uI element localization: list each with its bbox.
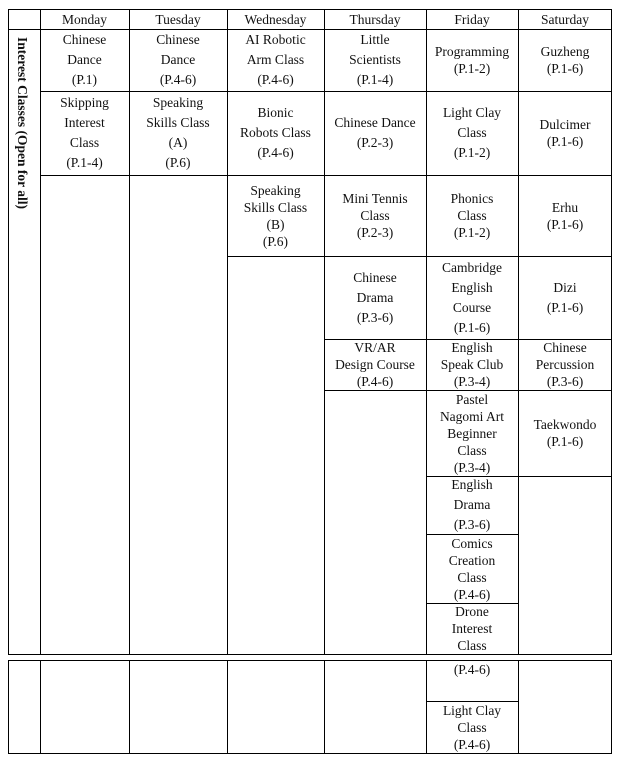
class-name-line: Class — [457, 569, 487, 585]
class-grade-range: (P.4-6) — [257, 145, 294, 160]
header-saturday — [518, 9, 612, 29]
class-name-line: (B) — [266, 216, 285, 232]
class-name-line: Robots Class — [240, 125, 311, 140]
class-cell-thursday — [324, 175, 426, 256]
class-name-line: Light Clay — [442, 105, 502, 120]
class-name-line: Class — [69, 135, 100, 150]
day-label: Friday — [454, 11, 490, 27]
class-cell-friday-continued — [426, 701, 518, 754]
class-cell-saturday — [518, 339, 612, 390]
class-name-line: Chinese Dance — [334, 115, 416, 130]
class-grade-range: (P.2-3) — [356, 135, 394, 150]
class-grade-range: (P.1-6) — [546, 61, 584, 76]
class-cell-wednesday — [227, 29, 324, 91]
class-grade-range: (P.4-6) — [453, 586, 491, 602]
header-wednesday — [227, 9, 324, 29]
class-cell-tuesday — [129, 29, 227, 91]
class-grade-range: (P.4-6) — [356, 374, 394, 389]
class-grade-range: (P.4-6) — [159, 72, 197, 87]
continued-table-frame — [8, 660, 612, 754]
column-divider — [129, 660, 130, 754]
class-grade-range: (P.1-2) — [453, 61, 491, 76]
class-name-line: Class — [457, 125, 487, 140]
day-label: Monday — [62, 11, 107, 27]
class-cell-saturday — [518, 175, 612, 256]
class-grade-range: (P.1) — [71, 72, 98, 87]
class-name-line: Chinese — [543, 340, 587, 355]
class-cell-friday — [426, 390, 518, 476]
class-grade-range: (P.2-3) — [356, 225, 394, 240]
interest-classes-label — [8, 29, 40, 269]
class-name-line: Class — [457, 720, 487, 735]
day-label: Thursday — [349, 11, 401, 27]
class-name-line: Dizi — [553, 279, 577, 295]
class-grade-range: (P.1-6) — [546, 299, 584, 315]
class-name-line: Skills Class — [146, 115, 210, 130]
class-name-line: Dance — [160, 52, 196, 67]
class-cell-friday — [426, 339, 518, 390]
class-cell-saturday — [518, 29, 612, 91]
class-name-line: Speaking — [250, 182, 301, 198]
class-name-line: Chinese — [353, 269, 397, 285]
class-grade-range: (P.3-4) — [453, 459, 491, 475]
class-name-line: Speaking — [152, 95, 204, 110]
class-grade-range: (P.3-6) — [356, 309, 394, 325]
header-thursday — [324, 9, 426, 29]
class-cell-monday — [40, 29, 129, 91]
class-cell-friday — [426, 256, 518, 339]
class-name-line: Pastel — [455, 391, 489, 407]
class-grade-range: (P.1-6) — [546, 434, 584, 449]
class-name-line: Chinese — [156, 32, 200, 47]
class-cell-friday — [426, 476, 518, 534]
class-name-line: Course — [452, 299, 492, 315]
class-name-line: Percussion — [535, 357, 595, 372]
class-cell-wednesday — [227, 91, 324, 175]
class-name-line: Class — [360, 208, 390, 223]
class-grade-range: (P.1-6) — [453, 319, 491, 335]
class-name-line: Comics — [451, 535, 493, 551]
class-grade-range: (P.1-6) — [546, 216, 584, 232]
class-cell-friday — [426, 29, 518, 91]
class-name-line: Dulcimer — [539, 117, 591, 132]
day-label: Saturday — [541, 11, 589, 27]
class-name-line: Phonics — [450, 191, 494, 206]
class-name-line: Skills Class — [243, 199, 308, 215]
day-label: Tuesday — [155, 11, 201, 27]
class-name-line: Nagomi Art — [439, 408, 505, 424]
class-name-line: Creation — [448, 552, 496, 568]
class-cell-monday — [40, 91, 129, 175]
class-name-line: Guzheng — [540, 44, 590, 59]
day-label: Wednesday — [244, 11, 307, 27]
column-divider — [324, 660, 325, 754]
class-name-line: Arm Class — [246, 52, 305, 67]
class-grade-range: (P.1-2) — [453, 225, 491, 240]
class-grade-range: (P.1-6) — [546, 134, 584, 149]
column-divider — [518, 660, 519, 754]
class-name-line: English — [451, 477, 493, 492]
class-name-line: Drama — [356, 289, 394, 305]
class-grade-range: (P.3-4) — [453, 374, 491, 389]
header-monday — [40, 9, 129, 29]
class-name-line: Design Course — [335, 357, 415, 372]
header-friday — [426, 9, 518, 29]
class-name-line: Skipping — [60, 95, 109, 110]
class-name-line: Programming — [434, 44, 510, 59]
class-name-line: AI Robotic — [245, 32, 306, 47]
side-label-text: Interest Classes (Open for all) — [15, 37, 30, 209]
class-cell-friday-continued — [426, 660, 518, 680]
class-name-line: Drama — [453, 497, 491, 512]
class-name-line: Class — [457, 208, 487, 223]
class-name-line: Taekwondo — [533, 417, 597, 432]
class-name-line: Chinese — [62, 32, 107, 47]
class-name-line: Interest — [451, 621, 493, 636]
class-grade-range: (P.4-6) — [257, 72, 294, 87]
class-grade-range: (P.1-2) — [453, 145, 491, 160]
class-name-line: Little — [360, 32, 390, 47]
class-name-line: Scientists — [349, 52, 401, 67]
class-grade-range: (P.1-4) — [66, 155, 103, 170]
column-divider — [227, 660, 228, 754]
class-name-line: English — [451, 279, 493, 295]
class-cell-saturday — [518, 390, 612, 476]
class-name-line: English — [451, 340, 493, 355]
class-cell-thursday — [324, 256, 426, 339]
class-cell-friday — [426, 603, 518, 654]
class-cell-thursday — [324, 91, 426, 175]
class-name-line: Mini Tennis — [342, 191, 408, 206]
class-name-line: Class — [457, 442, 487, 458]
class-cell-friday — [426, 534, 518, 603]
class-grade-range: (P.4-6) — [453, 662, 491, 677]
class-cell-wednesday — [227, 175, 324, 256]
class-cell-saturday — [518, 91, 612, 175]
column-divider — [40, 660, 41, 754]
class-grade-range: (P.6) — [165, 155, 191, 170]
class-cell-thursday — [324, 29, 426, 91]
class-cell-tuesday — [129, 91, 227, 175]
class-grade-range: (P.1-4) — [356, 72, 394, 87]
class-grade-range: (P.3-6) — [453, 517, 491, 532]
class-cell-friday — [426, 91, 518, 175]
class-cell-thursday — [324, 339, 426, 390]
class-name-line: Class — [457, 638, 487, 653]
class-name-line: Erhu — [551, 199, 579, 215]
class-name-line: (A) — [168, 135, 188, 150]
class-cell-friday — [426, 175, 518, 256]
class-grade-range: (P.3-6) — [546, 374, 584, 389]
class-grade-range: (P.6) — [262, 233, 289, 249]
class-grade-range: (P.4-6) — [453, 737, 491, 752]
class-name-line: Cambridge — [442, 259, 502, 275]
class-cell-saturday — [518, 256, 612, 339]
class-name-line: Speak Club — [440, 357, 504, 372]
class-name-line: Bionic — [257, 105, 294, 120]
class-name-line: Light Clay — [442, 703, 502, 718]
header-tuesday — [129, 9, 227, 29]
class-name-line: Interest — [64, 115, 105, 130]
class-name-line: Drone — [455, 604, 489, 619]
class-name-line: Dance — [67, 52, 102, 67]
class-name-line: VR/AR — [354, 340, 396, 355]
class-name-line: Beginner — [447, 425, 497, 441]
